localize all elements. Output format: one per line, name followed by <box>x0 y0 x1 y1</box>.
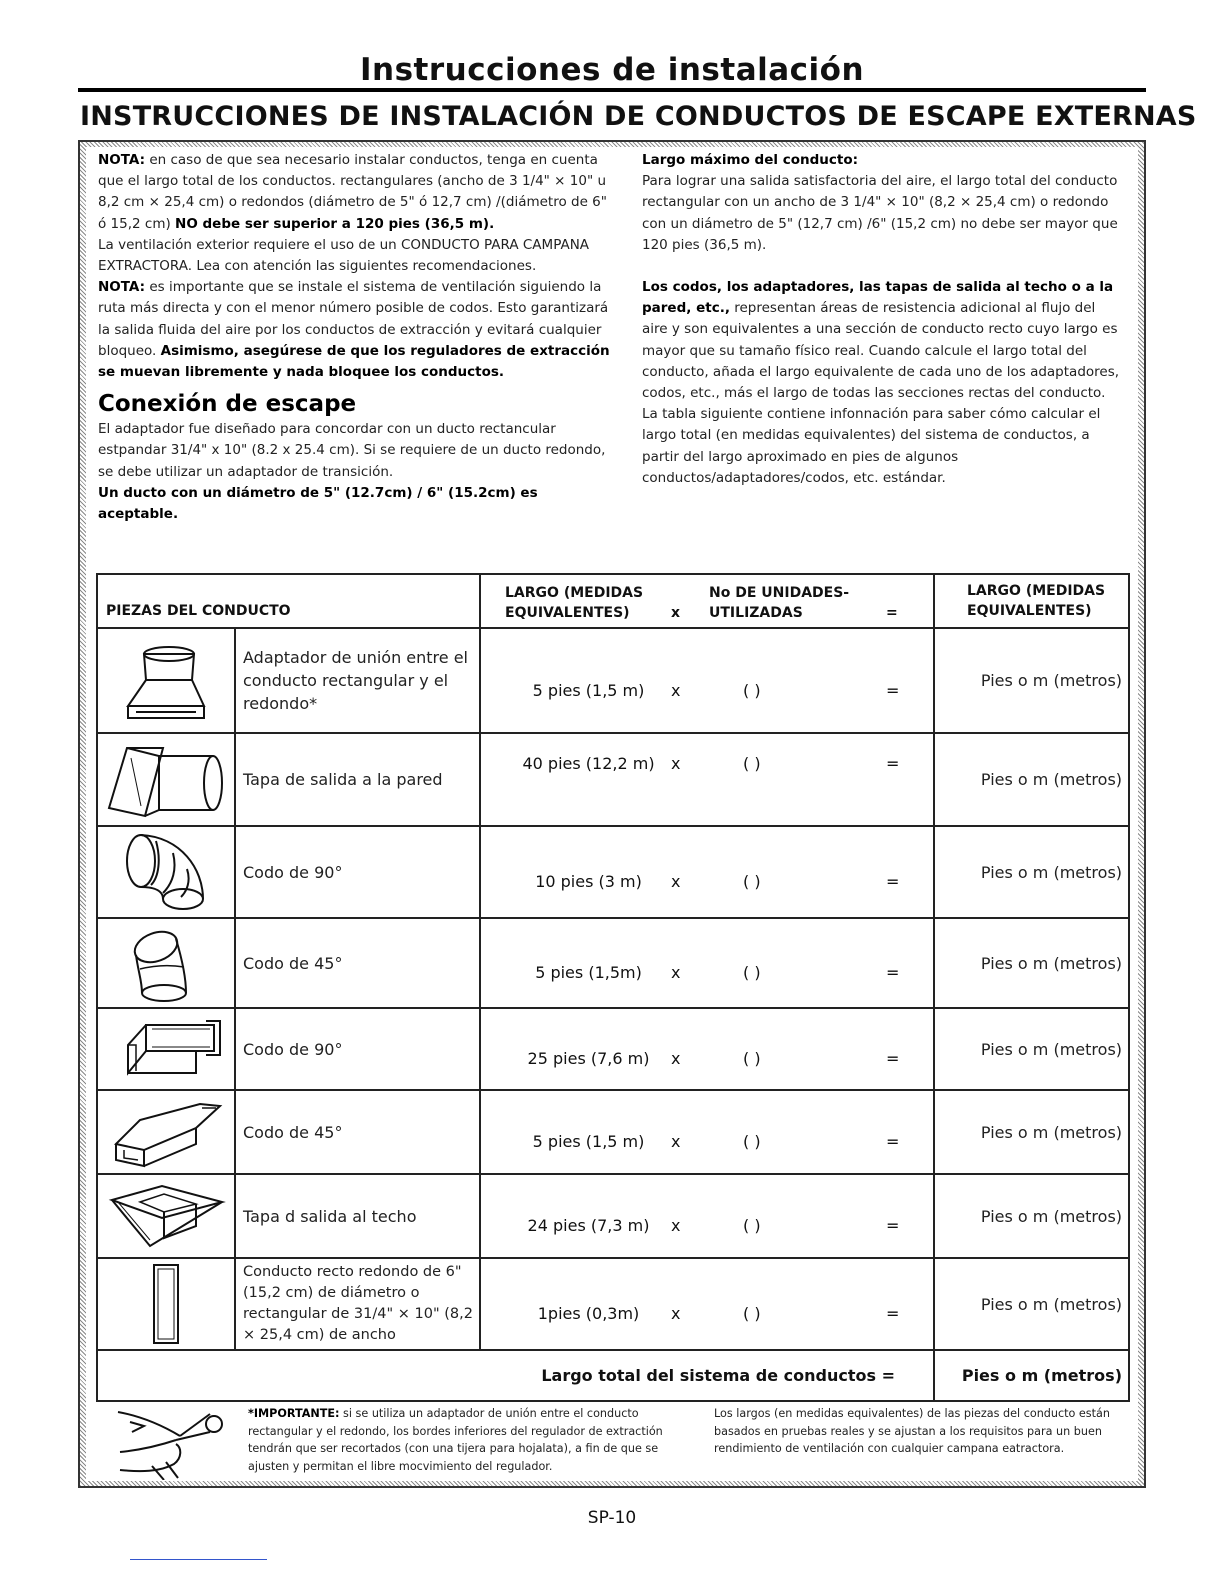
row-name: Codo de 90° <box>235 826 480 918</box>
transition-adapter-icon <box>97 628 235 733</box>
total-row <box>97 1350 1129 1401</box>
page-title: Instrucciones de instalación <box>359 52 865 88</box>
tin-snips-icon <box>110 1400 230 1484</box>
table-row <box>97 918 1129 1008</box>
largo-maximo-text: Para lograr una salida satisfactoria del aire, el largo total del conducto rectangular con un ancho de 3 1/4" × 10" (8,2 × 25,4 cm) o redondo con un diámetro de 5" (12,7 cm) /6" (15,2 cm) no debe ser mayor que 120 pies (36,5 m). <box>642 173 1118 253</box>
table-header <box>97 574 1129 628</box>
header-middle <box>480 574 934 628</box>
header-largo: LARGO (MEDIDAS EQUIVALENTES) <box>505 585 644 621</box>
nota-2: NOTA: es importante que se instale el sistema de ventilación siguiendo la ruta más directa y con el menor número posible de codos. Esto garantizará la salida fluida del aire por los conductos de extracción y evitará cualquier bloqueo. Asimismo, asegúrese de que los reguladores de extracción se muevan libremente y nada bloquee los conductos. <box>98 279 610 381</box>
row-name: Codo de 90° <box>235 1008 480 1090</box>
table-row <box>97 826 1129 918</box>
header-unidades: No DE UNIDADES- UTILIZADAS <box>709 585 850 621</box>
round-elbow-90-icon <box>97 826 235 918</box>
row-values: 1pies (0,3m) x ( ) = <box>480 1258 934 1350</box>
row-values: 5 pies (1,5 m) x ( ) = <box>480 628 934 733</box>
row-result: Pies o m (metros) <box>934 1008 1129 1090</box>
row-name: Adaptador de unión entre el conducto rectangular y el redondo* <box>235 628 480 733</box>
row-name: Tapa d salida al techo <box>235 1174 480 1258</box>
row-values: 10 pies (3 m) x ( ) = <box>480 826 934 918</box>
page-number: SP-10 <box>587 1508 637 1528</box>
conexion-heading: Conexión de escape <box>98 391 357 418</box>
row-result: Pies o m (metros) <box>934 1090 1129 1174</box>
wall-cap-icon <box>97 733 235 826</box>
row-values: 24 pies (7,3 m) x ( ) = <box>480 1174 934 1258</box>
duct-table <box>96 573 1130 1402</box>
nota-1: NOTA: en caso de que sea necesario instalar conductos, tenga en cuenta que el largo total de los conductos. rectangulares (ancho de 3 1/4" × 10" u 8,2 cm × 25,4 cm) o redondos (diámetro de 5" ó 12,7 cm) /(diámetro de 6" ó 15,2 cm) NO debe ser superior a 120 pies (36,5 m). <box>98 152 607 232</box>
row-result: Pies o m (metros) <box>934 1174 1129 1258</box>
row-values: 5 pies (1,5m) x ( ) = <box>480 918 934 1008</box>
table-row <box>97 1090 1129 1174</box>
table-row <box>97 733 1129 826</box>
lengths-note: Los largos (en medidas equivalentes) de las piezas del conducto están basados en pruebas reales y se ajustan a los requisitos para un buen rendimiento de ventilación con cualquier campana eatractora. <box>714 1407 1110 1455</box>
round-elbow-45-icon <box>97 918 235 1008</box>
largo-maximo-title: Largo máximo del conducto: <box>642 152 858 168</box>
straight-duct-icon <box>97 1258 235 1350</box>
section-heading: INSTRUCCIONES DE INSTALACIÓN DE CONDUCTOS DE ESCAPE EXTERNAS <box>80 101 1197 132</box>
row-result: Pies o m (metros) <box>934 826 1129 918</box>
table-row <box>97 1174 1129 1258</box>
row-name: Codo de 45° <box>235 918 480 1008</box>
ventilacion-text: La ventilación exterior requiere el uso de un CONDUCTO PARA CAMPANA EXTRACTORA. Lea con atención las siguientes recomendaciones. <box>98 236 590 275</box>
row-name: Codo de 45° <box>235 1090 480 1174</box>
row-result: Pies o m (metros) <box>934 1258 1129 1350</box>
importante-note: *IMPORTANTE: si se utiliza un adaptador de unión entre el conducto rectangular y el redondo, los bordes inferiores del regulador de extractión tendrán que ser recortados (con una tijera para hojalata), a fin de que se ajusten y permitan el libre mocvimiento del regulador. <box>248 1407 663 1473</box>
header-eq: = <box>886 605 898 621</box>
right-column <box>642 150 1124 489</box>
left-column <box>98 150 618 525</box>
row-result: Pies o m (metros) <box>934 628 1129 733</box>
bottom-rule <box>130 1559 267 1560</box>
roof-cap-icon <box>97 1174 235 1258</box>
codos-text: Los codos, los adaptadores, las tapas de salida al techo o a la pared, etc., representan áreas de resistencia adicional al flujo del aire y son equivalentes a una sección de conducto recto cuyo largo es mayor que su tamaño físico real. Cuando calcule el largo total del conducto, añada el largo equivalente de cada uno de los adaptadores, codos, etc., más el largo de todas las secciones rectas del conducto. La tabla siguiente contiene infonnación para saber cómo calcular el largo total (en medidas equivalentes) del sistema de conductos, a partir del largo aproximado en pies de algunos conductos/adaptadores/codos, etc. estándar. <box>642 279 1120 486</box>
conexion-text: El adaptador fue diseñado para concordar con un ducto rectancular estpandar 31/4" x 10" (8.2 x 25.4 cm). Si se requiere de un ducto redondo, se debe utilizar un adaptador de transición. <box>98 421 606 480</box>
total-label: Largo total del sistema de conductos = <box>97 1350 934 1401</box>
row-result: Pies o m (metros) <box>934 733 1129 826</box>
table-row <box>97 1008 1129 1090</box>
rect-elbow-45-icon <box>97 1090 235 1174</box>
row-values: 5 pies (1,5 m) x ( ) = <box>480 1090 934 1174</box>
table-row <box>97 1258 1129 1350</box>
row-values: 25 pies (7,6 m) x ( ) = <box>480 1008 934 1090</box>
header-piezas: PIEZAS DEL CONDUCTO <box>97 574 480 628</box>
row-name: Tapa de salida a la pared <box>235 733 480 826</box>
row-result: Pies o m (metros) <box>934 918 1129 1008</box>
total-result: Pies o m (metros) <box>934 1350 1129 1401</box>
rect-elbow-90-icon <box>97 1008 235 1090</box>
title-rule <box>78 88 1146 92</box>
table-row <box>97 628 1129 733</box>
header-result: LARGO (MEDIDAS EQUIVALENTES) <box>934 574 1129 628</box>
row-values: 40 pies (12,2 m) x ( ) = <box>480 733 934 826</box>
row-name: Conducto recto redondo de 6" (15,2 cm) de diámetro o rectangular de 31/4" × 10" (8,2 × 25,4 cm) de ancho <box>235 1258 480 1350</box>
header-x: x <box>671 605 681 621</box>
conexion-bold: Un ducto con un diámetro de 5" (12.7cm) / 6" (15.2cm) es aceptable. <box>98 484 538 523</box>
